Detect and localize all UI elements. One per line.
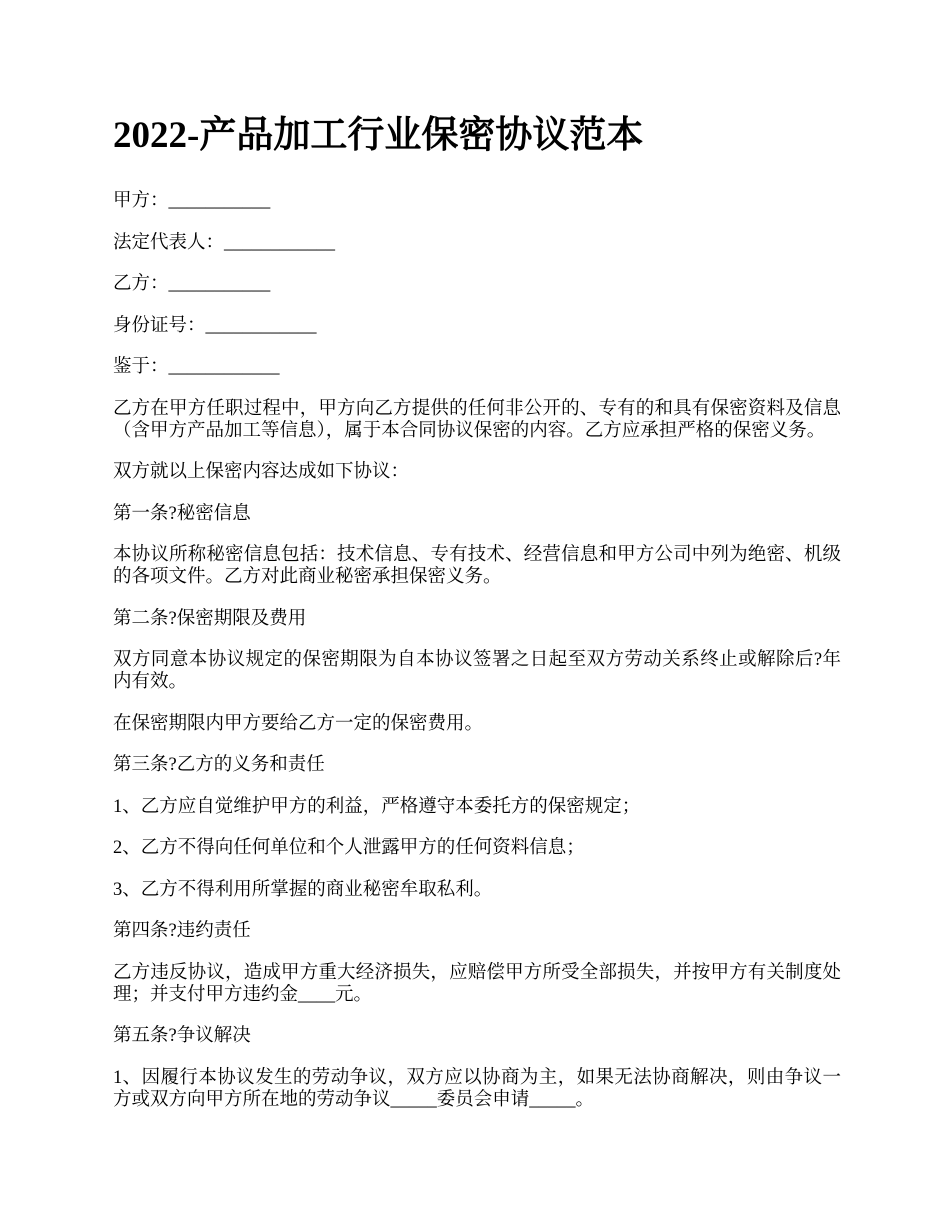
field-id-number — [113, 315, 841, 337]
field-party-a — [113, 190, 841, 212]
field-label: 法定代表人： — [113, 232, 225, 253]
article-5-heading: 第五条?争议解决 — [113, 1026, 251, 1046]
article-2-heading: 第二条?保密期限及费用 — [113, 608, 307, 629]
field-blank: ___________ — [168, 191, 271, 211]
field-whereas — [113, 356, 841, 378]
article-3-item-1: 1、乙方应自觉维护甲方的利益，严格遵守本委托方的保密规定； — [113, 796, 641, 817]
article-3-item-3: 3、乙方不得利用所掌握的商业秘密牟取私利。 — [113, 879, 493, 900]
article-3-heading: 第三条?乙方的义务和责任 — [113, 755, 325, 775]
paragraph-intro: 乙方在甲方任职过程中，甲方向乙方提供的任何非公开的、专有的和具有保密资料及信息（含甲方产品加工等信息），属于本合同协议保密的内容。乙方应承担严格的保密义务。 — [113, 398, 841, 441]
field-blank: ___________ — [168, 274, 271, 294]
field-label: 鉴于： — [113, 357, 169, 377]
field-blank: ____________ — [224, 232, 336, 253]
article-2-fee: 在保密期限内甲方要给乙方一定的保密费用。 — [113, 713, 484, 734]
article-3-item-2: 2、乙方不得向任何单位和个人泄露甲方的任何资料信息； — [113, 838, 585, 858]
field-label: 身份证号： — [113, 315, 206, 336]
article-5-item-1: 1、因履行本协议发生的劳动争议，双方应以协商为主，如果无法协商解决，则由争议一方或双方向甲方所在地的劳动争议_____委员会申请_____。 — [113, 1067, 841, 1110]
document-title: 2022-产品加工行业保密协议范本 — [113, 115, 644, 156]
paragraph-agreement: 双方就以上保密内容达成如下协议： — [113, 462, 410, 482]
field-blank: ____________ — [205, 315, 317, 336]
field-blank: ____________ — [168, 357, 280, 377]
document-page — [113, 112, 841, 1130]
field-label: 乙方： — [113, 274, 169, 294]
article-4-heading: 第四条?违约责任 — [113, 921, 251, 941]
article-1-body: 本协议所称秘密信息包括：技术信息、专有技术、经营信息和甲方公司中列为绝密、机级的各项文件。乙方对此商业秘密承担保密义务。 — [113, 545, 841, 587]
article-4-body: 乙方违反协议，造成甲方重大经济损失，应赔偿甲方所受全部损失，并按甲方有关制度处理；并支付甲方违约金____元。 — [113, 962, 841, 1005]
field-party-b — [113, 273, 841, 295]
article-2-body: 双方同意本协议规定的保密期限为自本协议签署之日起至双方劳动关系终止或解除后?年内有效。 — [113, 650, 841, 692]
article-1-heading: 第一条?秘密信息 — [113, 503, 251, 524]
field-label: 甲方： — [113, 191, 169, 211]
field-legal-representative — [113, 232, 841, 254]
